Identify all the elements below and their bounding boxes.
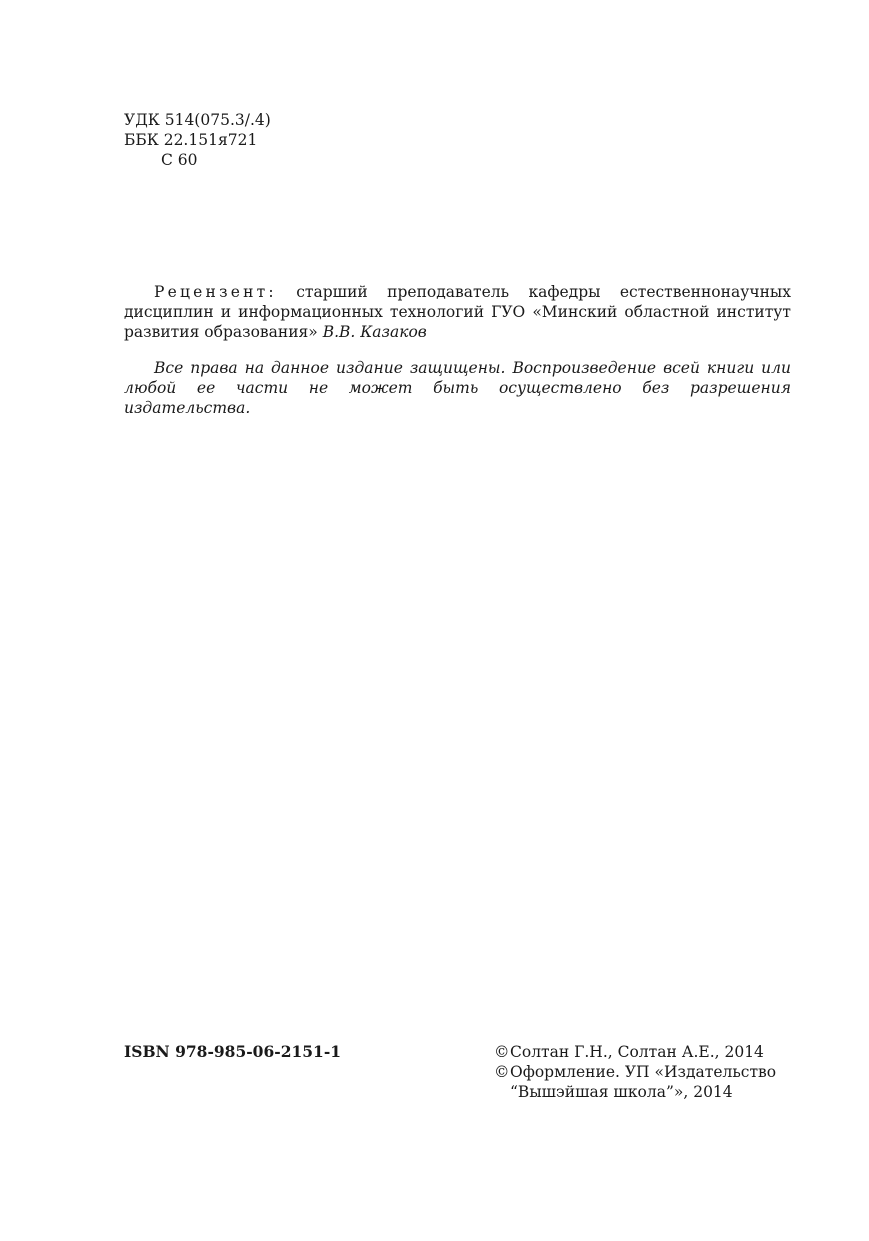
- copyright-authors-text: Солтан Г.Н., Солтан А.Е., 2014: [510, 1043, 764, 1061]
- reviewer-description: старший преподаватель кафедры естественнонаучных дисциплин и информационных технологий ГУО «Минский областной институт развития образования»: [124, 283, 791, 341]
- rights-notice: Все права на данное издание защищены. Воспроизведение всей книги или любой ее части не может быть осуществлено без разрешения издательства.: [124, 359, 791, 417]
- reviewer-name: В.В. Казаков: [322, 323, 427, 341]
- copyright-block: [494, 1042, 776, 1102]
- udk-code: УДК 514(075.3/.4): [124, 111, 271, 129]
- isbn-number: ISBN 978-985-06-2151-1: [124, 1042, 342, 1061]
- copyright-line-authors: [494, 1042, 776, 1062]
- reviewer-paragraph: [124, 282, 791, 342]
- reviewer-label: Рецензент:: [154, 283, 277, 301]
- copyright-design-text: Оформление. УП «Издательство: [510, 1063, 777, 1081]
- copyright-line-design: [494, 1062, 776, 1082]
- author-mark: С 60: [161, 151, 198, 169]
- copyright-icon: ©: [494, 1043, 510, 1061]
- copyright-icon: ©: [494, 1063, 510, 1081]
- copyright-line-publisher: “Вышэйшая школа”», 2014: [510, 1083, 733, 1101]
- classification-codes: [124, 110, 271, 170]
- bbk-code: ББК 22.151я721: [124, 131, 258, 149]
